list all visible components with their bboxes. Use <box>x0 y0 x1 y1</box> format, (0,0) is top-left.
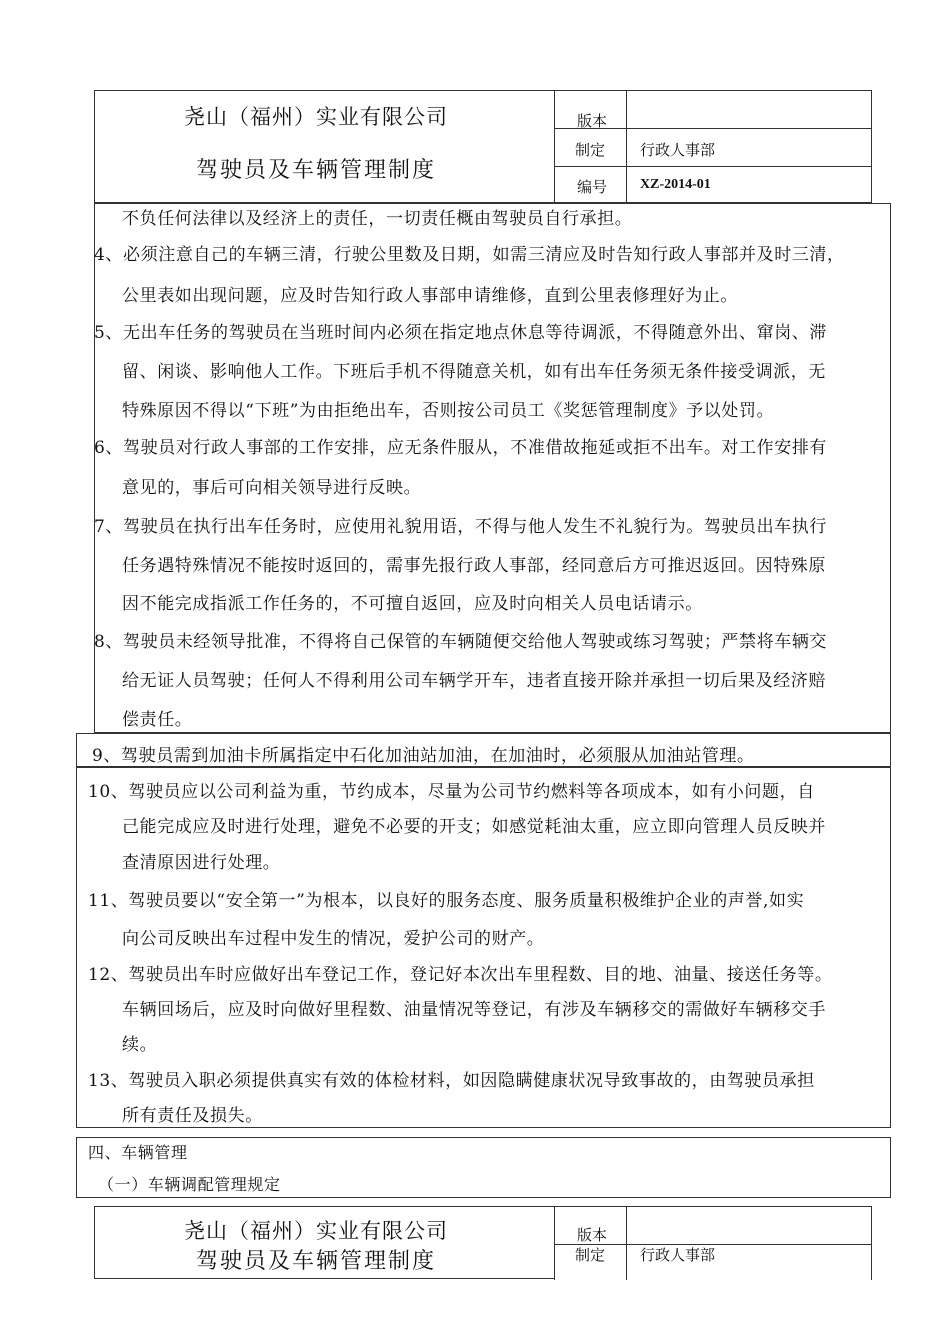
rule-5-line: 留、闲谈、影响他人工作。下班后手机不得随意关机，如有出车任务须无条件接受调派，无 <box>122 362 826 382</box>
header2-top-line <box>94 1206 872 1207</box>
author-label-2: 制定 <box>575 1246 606 1264</box>
rule-10-line: 10、驾驶员应以公司利益为重，节约成本，尽量为公司节约燃料等各项成本，如有小问题，自 <box>88 782 815 802</box>
rule-4-line: 公里表如出现问题，应及时告知行政人事部申请维修，直到公里表修理好为止。 <box>122 286 738 306</box>
rule-10-line: 己能完成应及时进行处理，避免不必要的开支；如感觉耗油太重，应立即向管理人员反映并 <box>122 817 826 837</box>
header-divider <box>626 90 627 203</box>
body-line: 不负任何法律以及经济上的责任，一切责任概由驾驶员自行承担。 <box>122 209 633 229</box>
rule-11-line: 11、驾驶员要以“安全第一”为根本，以良好的服务态度、服务质量积极维护企业的声誉,如实 <box>88 891 805 911</box>
rule-5-line: 特殊原因不得以“下班”为由拒绝出车，否则按公司员工《奖惩管理制度》予以处罚。 <box>122 401 775 421</box>
version-label: 版本 <box>577 112 608 130</box>
rule-11-line: 向公司反映出车过程中发生的情况，爱护公司的财产。 <box>122 929 545 949</box>
header-divider <box>554 90 555 203</box>
document-title-2: 驾驶员及车辆管理制度 <box>196 1249 437 1274</box>
rule-9-line: 9、驾驶员需到加油卡所属指定中石化加油站加油，在加油时，必须服从加油站管理。 <box>92 746 755 766</box>
rule-12-line: 12、驾驶员出车时应做好出车登记工作，登记好本次出车里程数、目的地、油量、接送任务等。 <box>88 965 833 985</box>
section-subtitle: （一）车辆调配管理规定 <box>98 1175 281 1194</box>
company-name: 尧山（福州）实业有限公司 <box>184 105 448 129</box>
rule-5-line: 5、无出车任务的驾驶员在当班时间内必须在指定地点休息等待调派，不得随意外出、窜岗、滞 <box>94 323 828 343</box>
rule-13-line: 所有责任及损失。 <box>122 1106 263 1126</box>
rule-8-line: 偿责任。 <box>122 710 193 730</box>
section-title: 四、车辆管理 <box>88 1143 188 1162</box>
document-title: 驾驶员及车辆管理制度 <box>196 158 437 183</box>
rule-8-line: 给无证人员驾驶；任何人不得利用公司车辆学开车，违者直接开除并承担一切后果及经济赔 <box>122 671 826 691</box>
version-label-2: 版本 <box>577 1226 608 1244</box>
rule-8-line: 8、驾驶员未经领导批准，不得将自己保管的车辆随便交给他人驾驶或练习驾驶；严禁将车辆交 <box>94 632 828 652</box>
code-label: 编号 <box>577 178 608 196</box>
author-value-2: 行政人事部 <box>640 1246 716 1264</box>
header2-divider <box>554 1206 555 1280</box>
author-label: 制定 <box>575 141 606 159</box>
header2-left-bottom-line <box>94 1278 554 1279</box>
rule-7-line: 7、驾驶员在执行出车任务时，应使用礼貌用语，不得与他人发生不礼貌行为。驾驶员出车执行 <box>94 517 828 537</box>
rule-6-line: 6、驾驶员对行政人事部的工作安排，应无条件服从，不准借故拖延或拒不出车。对工作安排有 <box>94 438 828 458</box>
header2-right-edge <box>871 1206 872 1280</box>
rule-6-line: 意见的，事后可向相关领导进行反映。 <box>122 478 422 498</box>
rule-12-line: 续。 <box>122 1035 158 1055</box>
rule-7-line: 任务遇特殊情况不能按时返回的，需事先报行政人事部，经同意后方可推迟返回。因特殊原 <box>122 556 826 576</box>
rule-4-line: 4、必须注意自己的车辆三清，行驶公里数及日期，如需三清应及时告知行政人事部并及时三清， <box>94 245 845 265</box>
company-name-2: 尧山（福州）实业有限公司 <box>184 1219 448 1243</box>
author-value: 行政人事部 <box>640 141 716 159</box>
code-value: XZ-2014-01 <box>640 177 711 192</box>
header2-left-edge <box>94 1206 95 1278</box>
rule-7-line: 因不能完成指派工作任务的，不可擅自返回，应及时向相关人员电话请示。 <box>122 594 703 614</box>
header2-divider <box>626 1206 627 1280</box>
rule-12-line: 车辆回场后，应及时向做好里程数、油量情况等登记，有涉及车辆移交的需做好车辆移交手 <box>122 1000 826 1020</box>
rule-10-line: 查清原因进行处理。 <box>122 853 281 873</box>
rule-13-line: 13、驾驶员入职必须提供真实有效的体检材料，如因隐瞒健康状况导致事故的，由驾驶员承担 <box>88 1071 815 1091</box>
header-row-line <box>554 166 872 167</box>
